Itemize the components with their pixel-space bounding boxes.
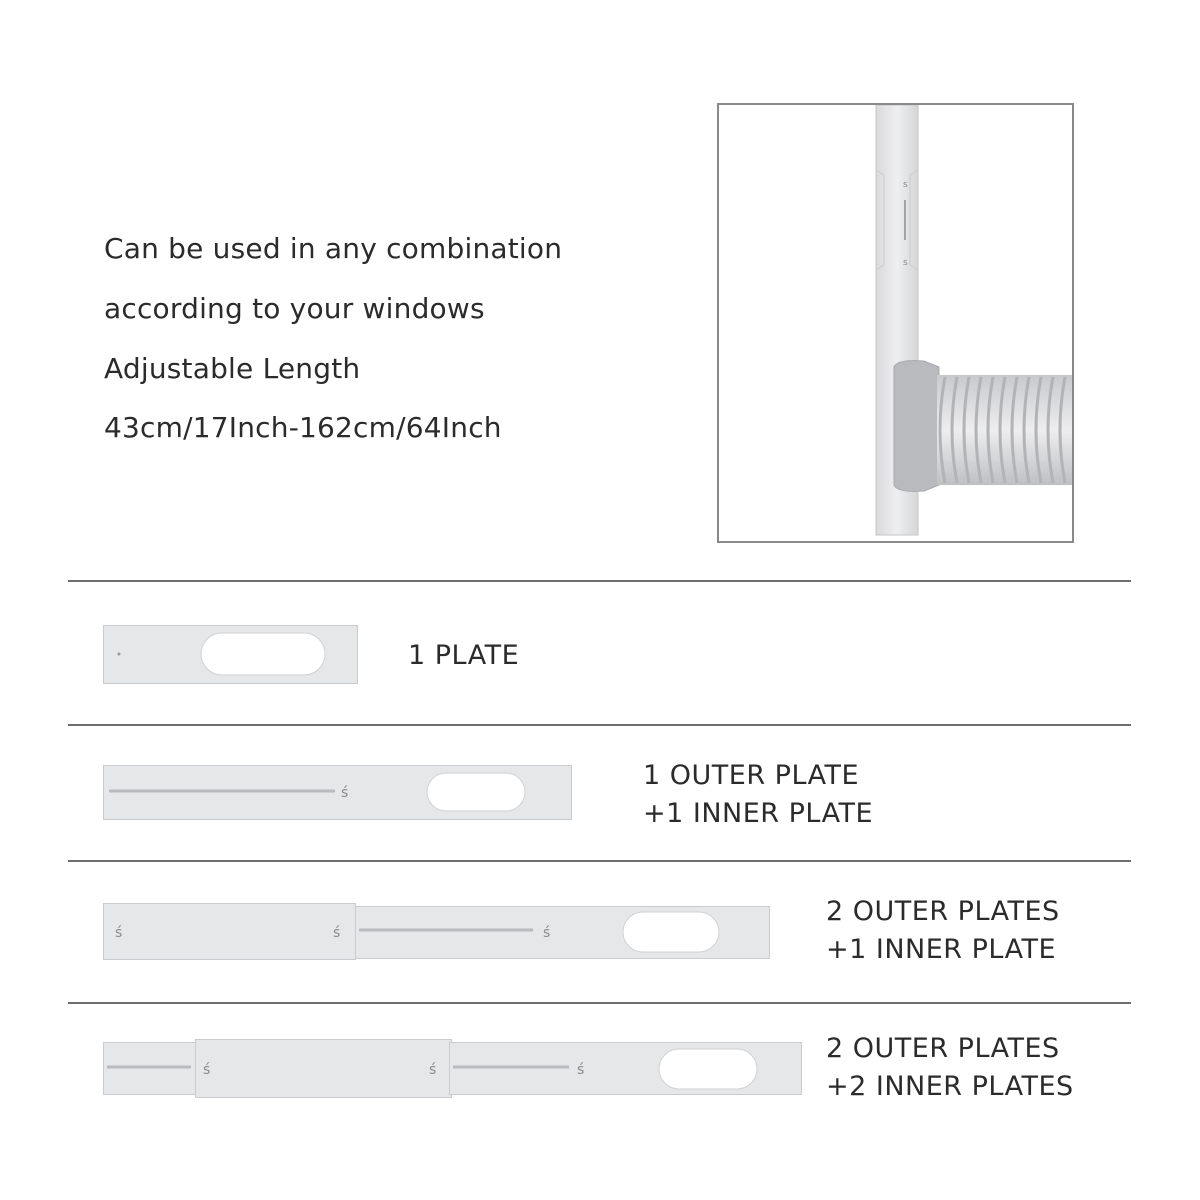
window-plate-with-hose-image xyxy=(719,105,1072,541)
config-2-label-line-1: 1 OUTER PLATE xyxy=(643,760,860,791)
svg-text:ś: ś xyxy=(429,1062,437,1078)
config-1-label: 1 PLATE xyxy=(408,640,520,671)
single-plate-image xyxy=(103,625,359,685)
description-line-3: Adjustable Length xyxy=(104,352,361,385)
two-outer-one-inner-plate-image xyxy=(103,901,773,963)
description-line-4: 43cm/17Inch-162cm/64Inch xyxy=(104,411,502,444)
svg-text:ś: ś xyxy=(543,925,551,941)
divider xyxy=(68,1002,1131,1004)
svg-text:ś: ś xyxy=(577,1062,585,1078)
description-line-2: according to your windows xyxy=(104,292,485,325)
svg-text:ś: ś xyxy=(333,925,341,941)
svg-text:s: s xyxy=(903,180,908,190)
config-2-label-line-2: +1 INNER PLATE xyxy=(643,798,874,829)
config-3-label-line-2: +1 INNER PLATE xyxy=(826,934,1057,965)
product-photo xyxy=(717,103,1074,543)
two-outer-two-inner-plate-image xyxy=(103,1038,805,1100)
outer-inner-plate-image xyxy=(103,765,573,821)
config-4-label-line-1: 2 OUTER PLATES xyxy=(826,1033,1060,1064)
divider xyxy=(68,860,1131,862)
description-line-1: Can be used in any combination xyxy=(104,232,563,265)
divider xyxy=(68,580,1131,582)
config-4-label-line-2: +2 INNER PLATES xyxy=(826,1071,1074,1102)
svg-text:ś: ś xyxy=(115,925,123,941)
config-3-label-line-1: 2 OUTER PLATES xyxy=(826,896,1060,927)
svg-text:ś: ś xyxy=(341,785,349,801)
divider xyxy=(68,724,1131,726)
svg-text:ś: ś xyxy=(203,1062,211,1078)
svg-text:s: s xyxy=(903,258,908,268)
